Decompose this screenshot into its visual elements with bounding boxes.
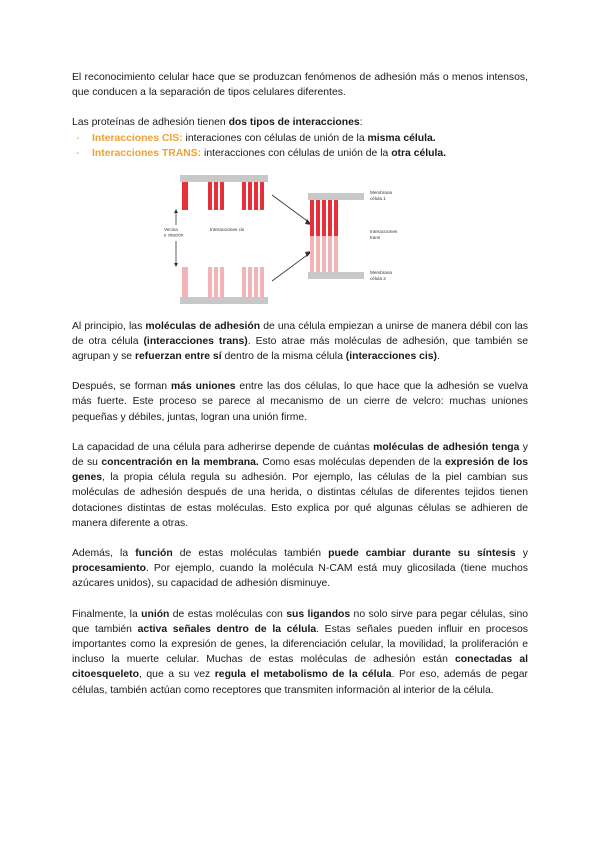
molecule [322,200,326,236]
molecule [214,267,218,297]
molecule [334,200,338,236]
label-left: Vecina e citación [164,226,184,238]
arrow-diagonal-bottom [272,253,310,281]
molecule [242,267,246,297]
intro-paragraph: El reconocimiento celular hace que se produzcan fenómenos de adhesión más o menos intensos, que conducen a la separación de tipos celulares diferentes. [72,72,528,99]
molecule [242,182,246,210]
molecule [254,182,258,210]
molecule [214,182,218,210]
paragraph-2: Después, se forman más uniones entre las dos células, lo que hace que la adhesión se vuelva más fuerte. Este proceso se parece al mecanismo de un cierre de velcro: muchas uniones pequeñas y débiles, juntas, logran una unión firme. [72,381,528,423]
molecule [254,267,258,297]
molecule [220,267,224,297]
membrane-cell-1 [308,193,364,200]
label-trans: Interacciones [370,228,398,234]
molecule [248,182,252,210]
interaction-types-list [72,131,528,161]
molecule [328,236,332,272]
paragraph-4: Además, la función de estas moléculas también puede cambiar durante su síntesis y procesamiento. Por ejemplo, cuando la molécula N-CAM está muy glicosilada (tiene muchos azúcares unidos), su capacidad de adhesión disminuye. [72,548,528,590]
list-item-cis: - Interacciones CIS: interaciones con células de unión de la misma célula. [76,132,436,144]
svg-text:trans: trans [370,234,381,240]
paragraph-1: Al principio, las moléculas de adhesión de una célula empiezan a unirse de manera débil con las de otra célula (interacciones trans). Esto atrae más moléculas de adhesión, que también se agrupan y se refuerzan entre sí dentro de la misma célula (interacciones cis). [72,320,528,363]
adhesion-diagram [72,167,528,307]
molecule [260,182,264,210]
list-item-trans: - Interacciones TRANS: interacciones con células de unión de la otra célula. [76,147,447,159]
document-page [72,70,528,698]
molecule [328,200,332,236]
label-membrane-2: Membrana [370,269,392,275]
molecule [334,236,338,272]
molecule [182,182,188,210]
membrane-cell-2 [308,272,364,279]
molecule [208,267,212,297]
paragraph-5: Finalmente, la unión de estas moléculas con sus ligandos no solo sirve para pegar células, sino que también activa señales dentro de la célula. Estas señales pueden influir en procesos importantes como la expresión de genes, la diferenciación celular, la movilidad, la proliferación e incluso la muerte celular. Muchas de estas moléculas de adhesión están conectadas al citoesqueleto, que a su vez regula el metabolismo de la célula. Por eso, además de pegar células, también actúan como receptores que transmiten información al interior de la célula. [72,608,529,696]
molecule [220,182,224,210]
membrane-top-left [180,175,268,182]
molecule [248,267,252,297]
molecule [322,236,326,272]
types-intro: Las proteínas de adhesión tienen dos tipos de interacciones: [72,117,363,129]
adhesion-diagram-svg [72,167,528,307]
molecule [316,236,320,272]
molecule [182,267,188,297]
molecule [310,236,314,272]
molecule [260,267,264,297]
svg-text:célula 2: célula 2 [370,275,386,281]
membrane-bottom-left [180,297,268,304]
label-membrane-1: Membrana [370,189,392,195]
molecule [316,200,320,236]
paragraph-3: La capacidad de una célula para adherirse depende de cuántas moléculas de adhesión tenga y de su concentración en la membrana. Como esas moléculas dependen de la expresión de los genes, la propia célula regula su adhesión. Por ejemplo, las células de la piel cambian sus moléculas de adhesión después de una herida, o distintas células de diferentes tejidos tienen dotaciones distintas de estas moléculas. Esto explica por qué algunas células se adhieren de manera diferente a otras. [72,441,529,529]
arrow-diagonal-top [272,195,310,223]
molecule [310,200,314,236]
label-cis: Interacciones cis [210,226,245,232]
molecule [208,182,212,210]
svg-text:célula 1: célula 1 [370,195,386,201]
